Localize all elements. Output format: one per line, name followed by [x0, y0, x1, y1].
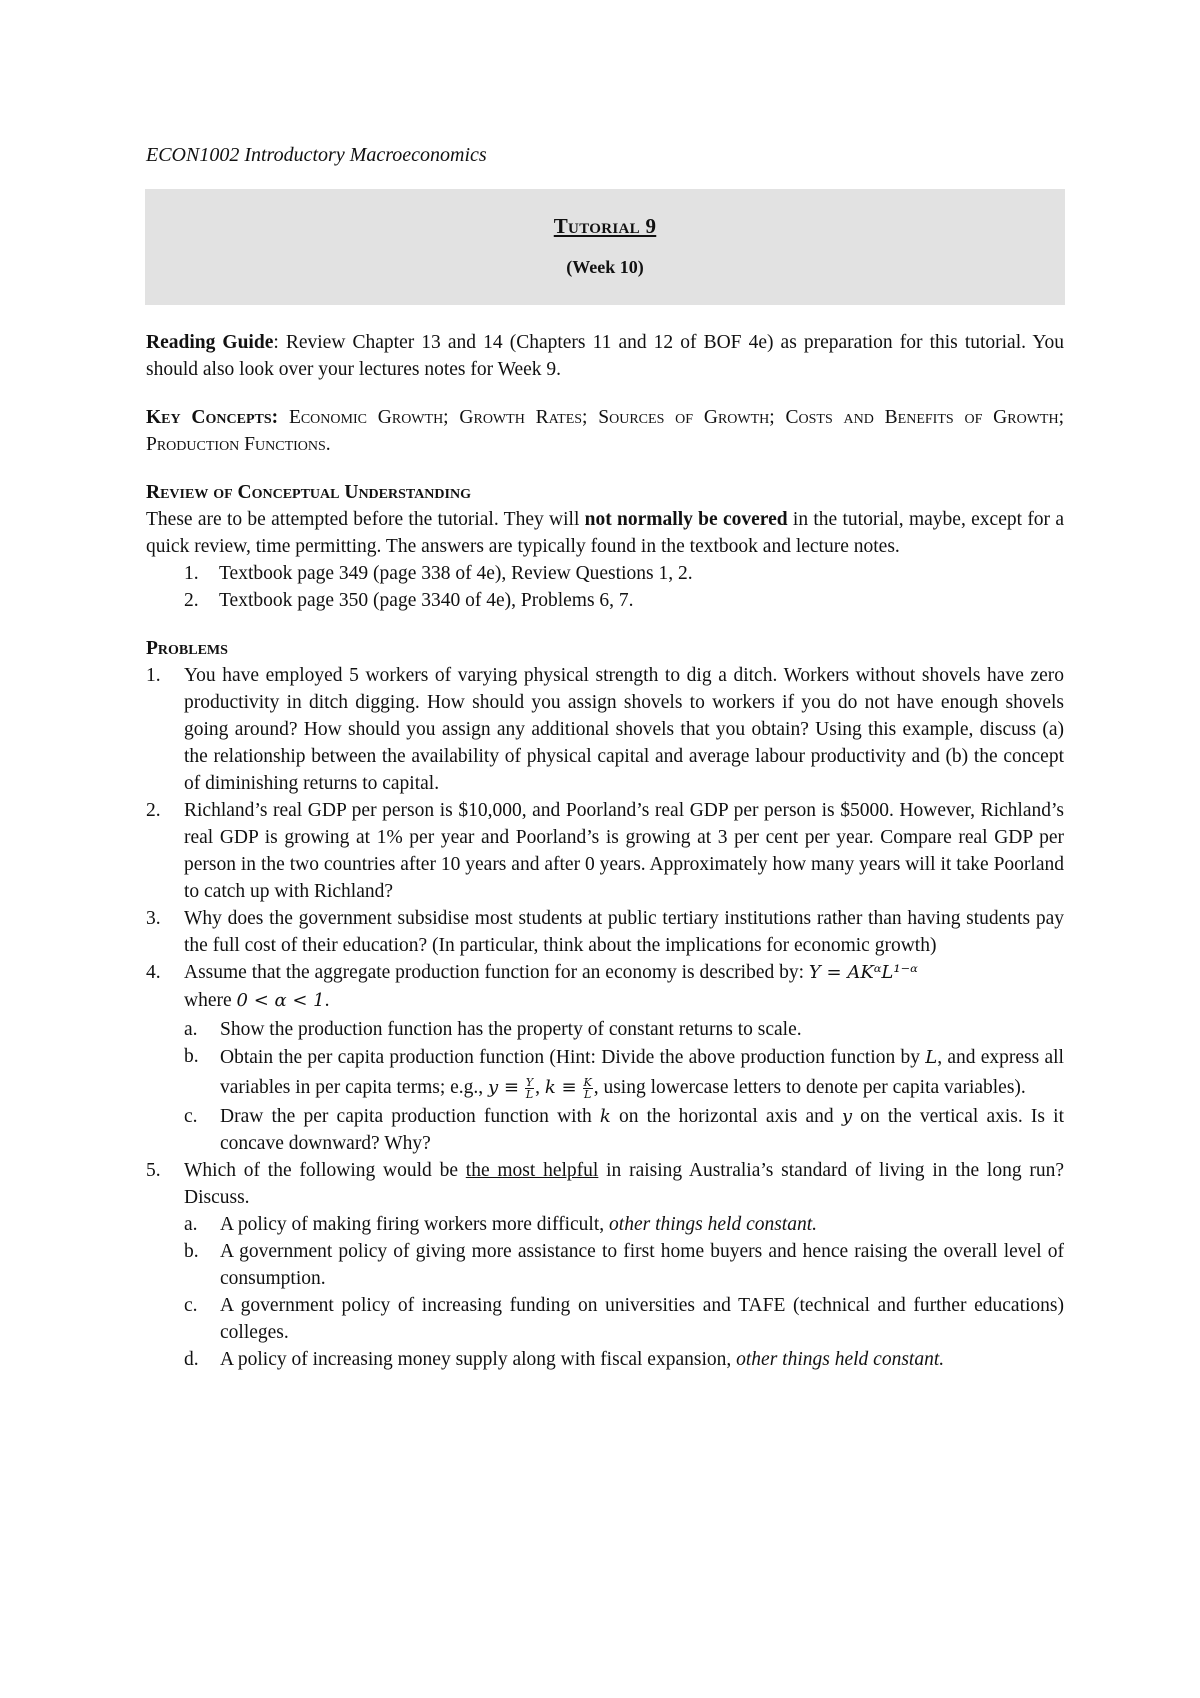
k-fraction	[583, 1077, 593, 1100]
numerator: K	[583, 1076, 592, 1090]
title-banner	[145, 189, 1065, 305]
subquestion-text	[220, 1103, 1064, 1157]
option-b	[184, 1238, 1064, 1292]
italic-phrase: other things held constant.	[609, 1214, 818, 1235]
y-fraction	[525, 1077, 534, 1100]
option-text: A government policy of giving more assistance to first home buyers and hence raising the overall level of consumption.	[220, 1241, 1064, 1289]
review-heading: Review of Conceptual Understanding	[146, 482, 471, 503]
problem-1	[146, 662, 1064, 797]
numerator: Y	[525, 1076, 534, 1090]
option-text: A government policy of increasing funding on universities and TAFE (technical and further educations) colleges.	[220, 1295, 1064, 1343]
text-part: , and express all variables in per capita terms; e.g.,	[220, 1047, 1064, 1098]
problem-text-part: .	[324, 990, 330, 1011]
problem-2	[146, 797, 1064, 905]
var-k: k	[599, 1106, 611, 1127]
var-L: L	[925, 1047, 938, 1068]
item-text: Textbook page 349 (page 338 of 4e), Review Questions 1, 2.	[219, 563, 693, 584]
subquestion-list	[184, 1016, 1064, 1157]
problem-text	[184, 1157, 1064, 1211]
problem-number: 3.	[146, 908, 161, 929]
item-text: Textbook page 350 (page 3340 of 4e), Problems 6, 7.	[219, 590, 634, 611]
subquestion-text: Obtain the per capita production function (Hint: Divide the above production function by L, and express all variables in per capita terms; e.g., y ≡ $\frac{Y}{L}$ , k ≡ $\frac{K}{L}$ , using lowercase letters to denote per capita variables).	[220, 1047, 1064, 1102]
y-definition: y ≡	[488, 1077, 520, 1098]
option-letter: b.	[184, 1241, 199, 1262]
list-item	[146, 587, 1064, 614]
text-part: on the vertical axis. Is it concave downward? Why?	[220, 1106, 1064, 1154]
option-list	[184, 1211, 1064, 1373]
subquestion-b	[184, 1043, 1064, 1103]
subquestion-c	[184, 1103, 1064, 1157]
subquestion-letter: b.	[184, 1046, 199, 1067]
option-letter: a.	[184, 1214, 198, 1235]
problem-text	[184, 986, 1064, 1016]
text-part: A policy of increasing money supply along with fiscal expansion,	[220, 1349, 737, 1370]
italic-phrase: other things held constant.	[736, 1349, 945, 1370]
subquestion-letter: a.	[184, 1019, 198, 1040]
item-number: 1.	[184, 563, 199, 584]
review-intro-text: These are to be attempted before the tutorial. They will	[146, 509, 585, 530]
problem-3	[146, 905, 1064, 959]
text-part: , using lowercase letters to denote per capita variables).	[593, 1077, 1026, 1098]
production-function-formula: Y = AKᵅL¹⁻ᵅ	[808, 962, 918, 983]
list-item	[146, 560, 1064, 587]
var-y: y	[841, 1106, 852, 1127]
problem-4	[146, 959, 1064, 1157]
reading-guide-label: Reading Guide	[146, 332, 274, 353]
review-intro-text-2: in the tutorial, maybe, except for a quick review, time permitting. The answers are typically found in the textbook and lecture notes.	[146, 509, 1065, 557]
option-letter: d.	[184, 1349, 199, 1370]
text-part: Obtain the per capita production function (Hint: Divide the above production function by	[220, 1047, 926, 1068]
problem-5	[146, 1157, 1064, 1373]
item-number: 2.	[184, 590, 199, 611]
problem-text: You have employed 5 workers of varying physical strength to dig a ditch. Workers without shovels have zero productivity in ditch digging. How should you assign shovels to workers if you do not have enough shovels going around? How should you assign any additional shovels that you obtain? Using this example, discuss (a) the relationship between the availability of physical capital and average labour productivity and (b) the concept of diminishing returns to capital.	[184, 665, 1064, 794]
reading-guide	[146, 329, 1064, 383]
problems-section	[146, 635, 1064, 1373]
problem-text-part: Assume that the aggregate production function for an economy is described by:	[184, 962, 809, 983]
tutorial-title: Tutorial 9	[553, 214, 657, 238]
problem-text-part: Which of the following would be	[184, 1160, 466, 1181]
document-page	[146, 142, 1064, 1373]
option-a	[184, 1211, 1064, 1238]
subquestion-text: Show the production function has the property of constant returns to scale.	[220, 1019, 802, 1040]
review-intro	[146, 506, 1064, 560]
problem-number: 2.	[146, 800, 161, 821]
subquestion-a	[184, 1016, 1064, 1043]
week-label: (Week 10)	[566, 257, 644, 277]
review-section	[146, 479, 1064, 614]
problem-number: 5.	[146, 1160, 161, 1181]
problem-body	[184, 1157, 1064, 1373]
reading-guide-text: : Review Chapter 13 and 14 (Chapters 11 and 12 of BOF 4e) as preparation for this tutorial. You should also look over your lectures notes for Week 9.	[146, 332, 1064, 380]
problem-text	[184, 959, 1064, 986]
k-definition: k ≡	[544, 1077, 577, 1098]
denominator: L	[583, 1088, 592, 1102]
problem-text-part: where	[184, 990, 237, 1011]
problem-text-part: in raising Australia’s standard of living in the long run? Discuss.	[184, 1160, 1065, 1208]
review-list	[146, 560, 1064, 614]
problem-text: Why does the government subsidise most students at public tertiary institutions rather than having students pay the full cost of their education? (In particular, think about the implications for economic growth)	[184, 908, 1064, 956]
problems-heading: Problems	[146, 638, 228, 659]
course-title: ECON1002 Introductory Macroeconomics	[146, 144, 487, 166]
option-letter: c.	[184, 1295, 198, 1316]
key-concepts-text: Economic Growth; Growth Rates; Sources of Growth; Costs and Benefits of Growth; Production Functions.	[146, 407, 1064, 455]
problems-list	[146, 662, 1064, 1373]
problem-text: Richland’s real GDP per person is $10,000, and Poorland’s real GDP per person is $5000. However, Richland’s real GDP is growing at 1% per year and Poorland’s is growing at 3 per cent per year. Compare real GDP per person in the two countries after 10 years and after 0 years. Approximately how many years will it take Poorland to catch up with Richland?	[184, 800, 1064, 902]
option-c	[184, 1292, 1064, 1346]
option-text	[220, 1211, 1064, 1238]
problem-body	[184, 959, 1064, 1157]
option-d	[184, 1346, 1064, 1373]
option-text	[220, 1346, 1064, 1373]
key-concepts-label: Key Concepts:	[146, 407, 279, 428]
underlined-phrase: the most helpful	[465, 1160, 599, 1181]
key-concepts	[146, 404, 1064, 458]
problem-number: 1.	[146, 665, 161, 686]
alpha-condition: 0 < α < 1	[236, 990, 325, 1011]
text-part: A policy of making firing workers more difficult,	[220, 1214, 610, 1235]
subquestion-letter: c.	[184, 1106, 198, 1127]
denominator: L	[525, 1088, 534, 1102]
text-part: Draw the per capita production function with	[220, 1106, 600, 1127]
text-part: on the horizontal axis and	[610, 1106, 842, 1127]
problem-number: 4.	[146, 962, 161, 983]
review-intro-bold: not normally be covered	[584, 509, 788, 530]
